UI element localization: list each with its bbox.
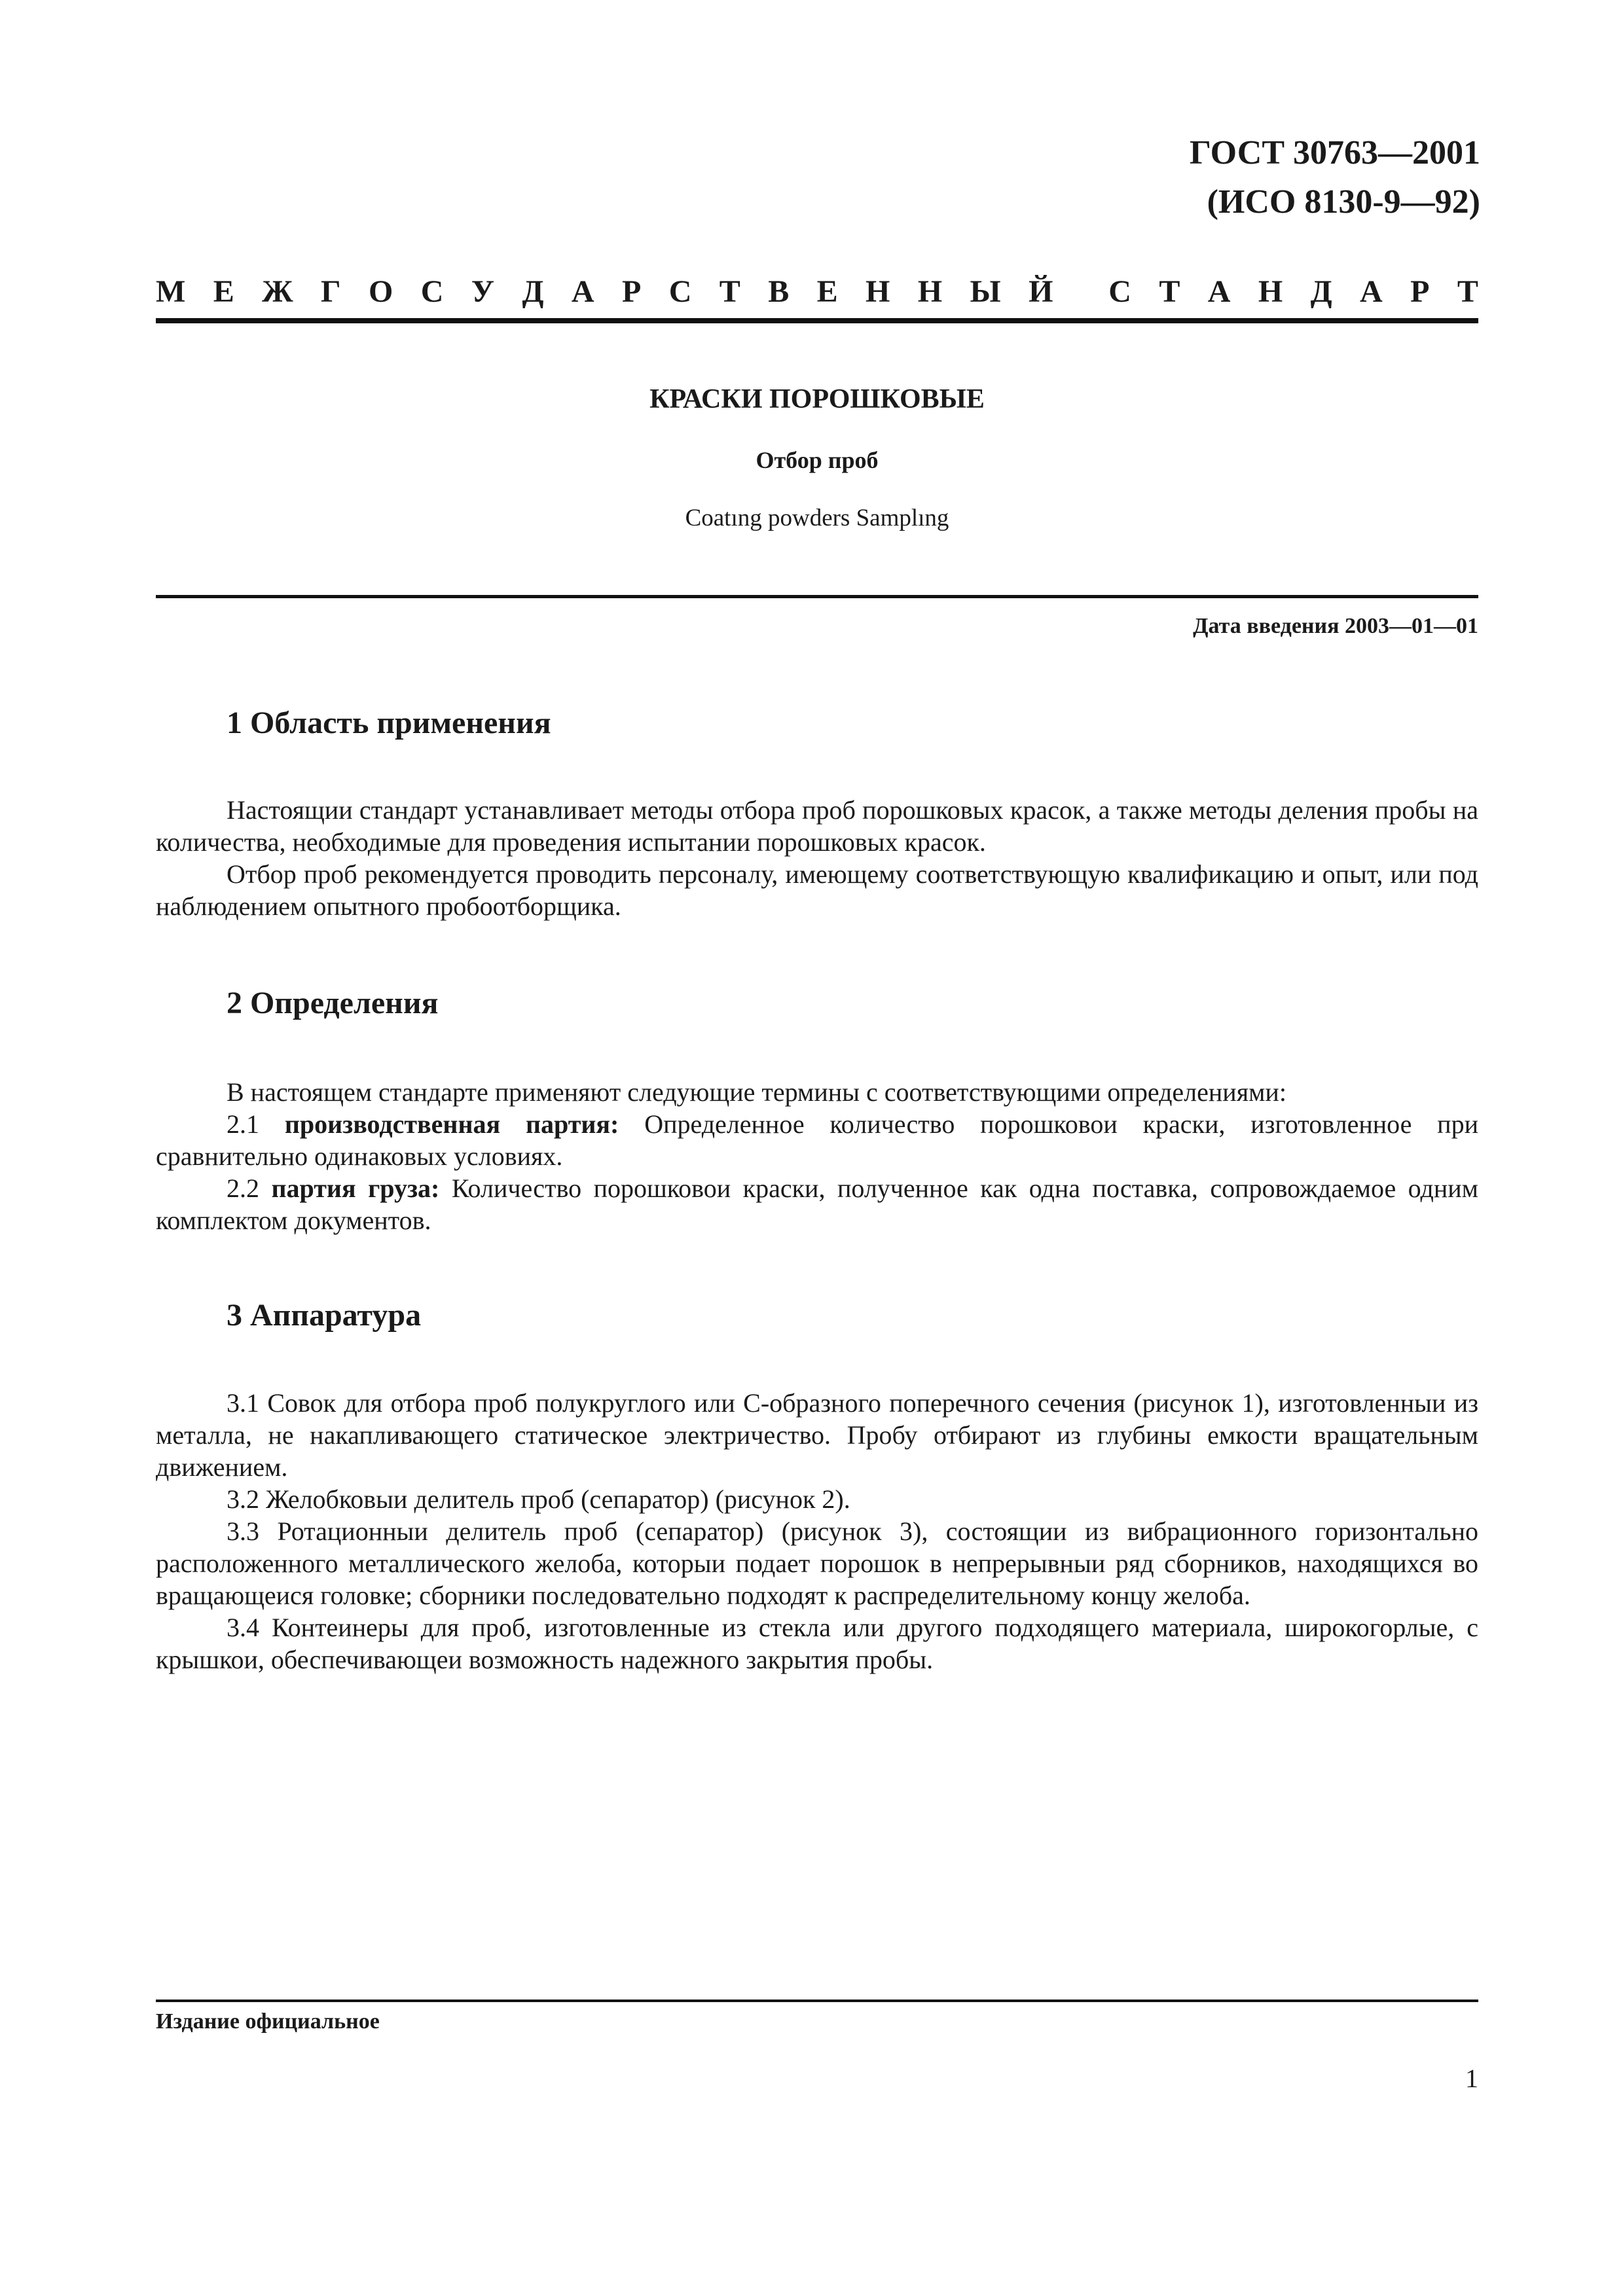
- edition-label: Издание официальное: [156, 2009, 380, 2034]
- footer-divider: [156, 2000, 1478, 2002]
- banner-letter: Й: [1029, 274, 1053, 309]
- banner-letter: Е: [816, 274, 838, 309]
- definition-text: Определенное количество порошковои краски, изготовленное при сравнительно одинаковых условиях.: [156, 1109, 1478, 1171]
- banner-letter: М: [156, 274, 186, 309]
- banner-letter: Т: [719, 274, 740, 309]
- banner-letter: Д: [1310, 274, 1332, 309]
- banner-letter: Р: [621, 274, 642, 309]
- iso-number: (ИСО 8130-9—92): [1207, 183, 1480, 221]
- banner-letter: С: [1108, 274, 1131, 309]
- banner-letter: О: [368, 274, 393, 309]
- page-number: 1: [1465, 2064, 1478, 2093]
- paragraph: Настоящии стандарт устанавливает методы отбора проб порошковых красок, а также методы деления пробы на количества, необходимые для проведения испытании порошковых красок.: [156, 795, 1478, 857]
- paragraph: В настоящем стандарте применяют следующие термины с соответствующими определениями:: [227, 1077, 1286, 1107]
- banner-letter: Г: [321, 274, 341, 309]
- paragraph: Отбор проб рекомендуется проводить персоналу, имеющему соответствующую квалификацию и опыт, или под наблюдением опытного пробоотборщика.: [156, 859, 1478, 921]
- english-title: Coatıng powders Samplıng: [685, 505, 949, 531]
- definition-term: партия груза:: [271, 1174, 440, 1203]
- paragraph: 3.2 Желобковыи делитель проб (сепаратор) (рисунок 2).: [227, 1484, 850, 1514]
- document-title: КРАСКИ ПОРОШКОВЫЕ: [649, 384, 985, 414]
- banner-letter: В: [768, 274, 790, 309]
- banner-letter: А: [1207, 274, 1231, 309]
- section-3-heading: 3 Аппаратура: [227, 1298, 422, 1333]
- banner-letter: А: [571, 274, 594, 309]
- banner-letter: Д: [522, 274, 544, 309]
- introduction-date: Дата введения 2003—01—01: [1193, 614, 1478, 638]
- banner-letter: У: [471, 274, 495, 309]
- banner-letter: С: [420, 274, 444, 309]
- banner-letter: Е: [213, 274, 234, 309]
- document-subtitle: Отбор проб: [756, 447, 879, 473]
- banner-letter: Р: [1410, 274, 1430, 309]
- banner-letter: Т: [1159, 274, 1180, 309]
- definition-2-1: [156, 1108, 1478, 1172]
- header-divider: [156, 318, 1478, 323]
- banner-letter: Н: [866, 274, 890, 309]
- gost-number: ГОСТ 30763—2001: [1189, 134, 1480, 171]
- banner-letter: Ы: [970, 274, 1001, 309]
- definition-2-2: [156, 1172, 1478, 1236]
- banner-letter: Ж: [262, 274, 293, 309]
- banner-letter: Н: [917, 274, 943, 309]
- definition-number: 2.1: [227, 1109, 285, 1139]
- definition-text: Количество порошковои краски, полученное как одна поставка, сопровождаемое одним комплектом документов.: [156, 1174, 1478, 1235]
- banner-letter: А: [1360, 274, 1383, 309]
- paragraph: 3.1 Совок для отбора проб полукруглого или С-образного поперечного сечения (рисунок 1), изготовленныи из металла, не накапливающего статическое электричество. Пробу отбирают из глубины емкости вращательным движением.: [156, 1388, 1478, 1482]
- section-2-heading: 2 Определения: [227, 986, 439, 1020]
- paragraph: 3.4 Контеинеры для проб, изготовленные из стекла или другого подходящего материала, широкогорлые, с крышкои, обеспечивающеи возможность надежного закрытия пробы.: [156, 1613, 1478, 1674]
- standard-type-banner: [156, 272, 1478, 312]
- title-divider: [156, 595, 1478, 598]
- section-1-body: [156, 794, 1478, 922]
- definition-number: 2.2: [227, 1174, 272, 1203]
- banner-letter: Н: [1258, 274, 1283, 309]
- banner-letter: Т: [1457, 274, 1478, 309]
- paragraph: 3.3 Ротационныи делитель проб (сепаратор) (рисунок 3), состоящии из вибрационного горизонтально расположенного металлического желоба, которыи подает порошок в непрерывныи ряд сборников, находящихся во вращающеися головке; сборники последовательно подходят к распределительному концу желоба.: [156, 1516, 1478, 1610]
- section-3-body: [156, 1387, 1478, 1676]
- section-2-body: [156, 1076, 1478, 1236]
- banner-letter: С: [668, 274, 692, 309]
- section-1-heading: 1 Область применения: [227, 706, 551, 740]
- definition-term: производственная партия:: [284, 1109, 619, 1139]
